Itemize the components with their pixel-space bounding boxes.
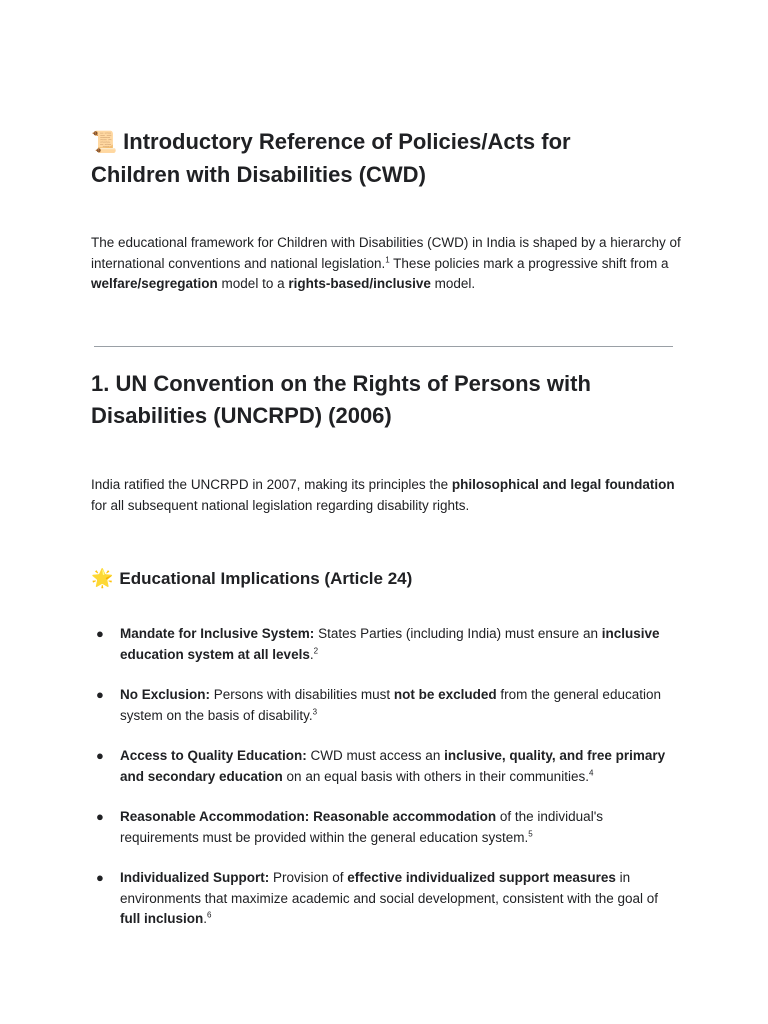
intro-text: These policies mark a progressive shift from a — [389, 255, 669, 271]
intro-text: model to a — [217, 276, 289, 291]
bullet-icon: ● — [96, 626, 104, 641]
item-label: Reasonable Accommodation: — [120, 809, 310, 824]
intro-text: The educational framework for Children with Disabilities (CWD) in India is shaped by a hierarchy of international conventions and national legislation. — [91, 235, 681, 271]
main-heading — [91, 126, 691, 191]
paragraph-text: for all subsequent national legislation regarding disability rights. — [91, 497, 470, 513]
horizontal-divider — [94, 346, 673, 347]
item-text: on an equal basis with others in their communities. — [282, 768, 589, 784]
uncrpd-paragraph — [91, 475, 681, 516]
item-text: Persons with disabilities must — [210, 687, 394, 702]
intro-bold: welfare/segregation — [91, 276, 218, 291]
list-item — [91, 685, 681, 726]
footnote-ref[interactable]: 4 — [588, 768, 594, 777]
footnote-ref[interactable]: 6 — [207, 910, 212, 920]
subsection-title: Educational Implications (Article 24) — [119, 569, 413, 588]
item-label: No Exclusion: — [120, 687, 211, 702]
item-bold: not be excluded — [393, 687, 497, 702]
bullet-icon: ● — [96, 748, 104, 763]
intro-text: model. — [430, 276, 476, 291]
item-text: from the general education system on the basis of disability. — [120, 687, 661, 723]
scroll-icon: 📜 — [91, 131, 118, 154]
item-label: Access to Quality Education: — [120, 748, 307, 763]
subsection-heading — [91, 566, 691, 591]
paragraph-bold: philosophical and legal foundation — [451, 477, 675, 492]
bullet-icon: ● — [96, 687, 104, 702]
list-item — [91, 807, 681, 848]
section-heading-line1: 1. UN Convention on the Rights of Persons with — [91, 371, 591, 396]
item-bold: full inclusion — [120, 911, 204, 926]
footnote-ref[interactable]: 2 — [313, 646, 319, 655]
footnote-ref[interactable]: 3 — [312, 707, 318, 716]
bullet-icon: ● — [96, 870, 104, 885]
implications-list — [91, 624, 681, 950]
item-text: Provision of — [269, 870, 348, 885]
item-text: States Parties (including India) must ensure an — [314, 626, 602, 641]
item-text: in environments that maximize academic and social development, consistent with the goal of — [120, 870, 659, 906]
item-bold: effective individualized support measures — [347, 870, 616, 885]
main-heading-line2: Children with Disabilities (CWD) — [91, 162, 426, 187]
bullet-icon: ● — [96, 809, 104, 824]
glowing-star-icon: 🌟 — [91, 568, 114, 588]
footnote-ref[interactable]: 5 — [528, 829, 533, 838]
item-text: CWD must access an — [306, 748, 445, 763]
item-bold: inclusive education system at all levels — [120, 626, 660, 662]
item-text: . — [309, 646, 314, 662]
section-heading-uncrpd — [91, 368, 691, 432]
list-item — [91, 624, 681, 665]
item-text: of the individual's requirements must be provided within the general education system. — [120, 809, 604, 845]
intro-bold: rights-based/inclusive — [288, 276, 431, 291]
section-heading-line2: Disabilities (UNCRPD) (2006) — [91, 403, 392, 428]
footnote-ref[interactable]: 1 — [385, 255, 390, 264]
item-bold: Reasonable accommodation — [313, 809, 497, 824]
paragraph-text: India ratified the UNCRPD in 2007, making its principles the — [91, 477, 452, 492]
list-item — [91, 868, 681, 930]
item-text: . — [203, 911, 208, 926]
main-heading-line1: Introductory Reference of Policies/Acts for — [123, 129, 571, 154]
list-item — [91, 746, 681, 787]
item-label: Individualized Support: — [120, 870, 270, 885]
item-label: Mandate for Inclusive System: — [120, 626, 315, 641]
item-bold: inclusive, quality, and free primary and secondary education — [120, 748, 666, 784]
intro-paragraph — [91, 233, 681, 295]
